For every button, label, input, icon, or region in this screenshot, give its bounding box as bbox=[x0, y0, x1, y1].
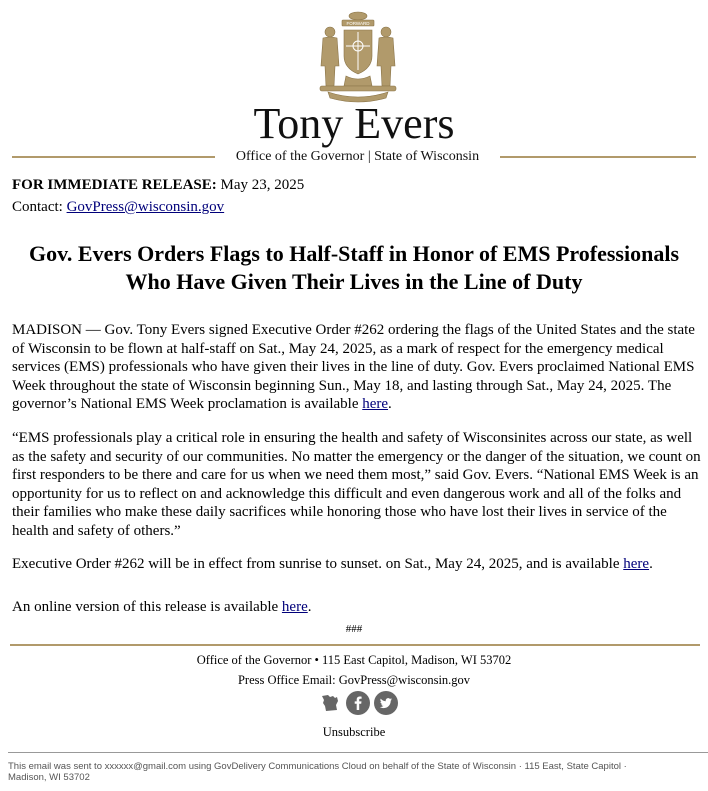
paragraph-3-period: . bbox=[649, 556, 653, 572]
headline: Gov. Evers Orders Flags to Half-Staff in Honor of EMS Professionals Who Have Given Their Lives in the Line of Duty bbox=[29, 241, 679, 294]
paragraph-3-text: Executive Order #262 will be in effect from sunrise to sunset. on Sat., May 24, 2025, and is available bbox=[12, 556, 624, 572]
release-line bbox=[12, 175, 304, 195]
contact-line bbox=[12, 197, 224, 217]
paragraph-3 bbox=[12, 555, 702, 574]
delivery-disclaimer: This email was sent to xxxxxx@gmail.com using GovDelivery Communications Cloud on behalf of the State of Wisconsin · 115 East, State Capitol · Madison, WI 53702 bbox=[8, 761, 627, 783]
paragraph-1 bbox=[12, 321, 702, 414]
paragraph-1-text: MADISON — Gov. Tony Evers signed Executive Order #262 ordering the flags of the United States and the state of Wisconsin to be flown at half-staff on Sat., May 24, 2025, as a mark of respect for the emergency medical services (EMS) professionals who have given their lives in the line of duty. Gov. Evers proclaimed National EMS Week throughout the state of Wisconsin beginning Sun., May 18, and lasting through Sat., May 24, 2025. The governor’s National EMS Week proclamation is available bbox=[12, 322, 695, 412]
executive-order-link[interactable]: here bbox=[623, 556, 650, 572]
unsubscribe-link[interactable]: Unsubscribe bbox=[322, 725, 386, 739]
paragraph-4-text: An online version of this release is available bbox=[12, 599, 282, 615]
release-date: May 23, 2025 bbox=[220, 177, 305, 193]
footer-press-email: Press Office Email: GovPress@wisconsin.gov bbox=[237, 673, 471, 687]
governor-name: Tony Evers bbox=[253, 99, 455, 148]
divider-left bbox=[12, 156, 215, 158]
wisconsin-seal-icon bbox=[308, 8, 408, 106]
wisconsin-map-icon[interactable] bbox=[318, 691, 342, 715]
footer-divider bbox=[10, 644, 700, 646]
social-icons bbox=[318, 691, 398, 717]
paragraph-2-quote: “EMS professionals play a critical role in ensuring the health and safety of Wisconsinites across our state, as well as the safety and security of our communities. No matter the emergency or the danger of the situation, we count on first responders to be there and care for us when we need them most,” said Gov. Evers. “National EMS Week is an opportunity for us to reflect on and acknowledge this difficult and even dangerous work and all of the folks and their families who make these daily sacrifices while honoring those who have lost their lives in service of the health and safety of others.” bbox=[12, 430, 701, 539]
release-label: FOR IMMEDIATE RELEASE: bbox=[12, 177, 217, 193]
seal-motto: FORWARD bbox=[346, 21, 370, 26]
paragraph-1-period: . bbox=[388, 396, 392, 412]
paragraph-4-period: . bbox=[307, 599, 312, 615]
proclamation-link[interactable]: here bbox=[362, 396, 389, 412]
footer-address: Office of the Governor • 115 East Capitol, Madison, WI 53702 bbox=[196, 653, 512, 667]
subtitle-row bbox=[0, 147, 708, 167]
office-subtitle: Office of the Governor | State of Wisconsin bbox=[235, 149, 480, 164]
facebook-icon[interactable] bbox=[346, 691, 370, 715]
twitter-icon[interactable] bbox=[374, 691, 398, 715]
contact-label: Contact: bbox=[12, 199, 63, 215]
divider-right bbox=[500, 156, 696, 158]
online-version-link[interactable]: here bbox=[281, 599, 308, 615]
end-mark: ### bbox=[345, 623, 363, 635]
bottom-divider bbox=[8, 752, 708, 753]
contact-email-link[interactable]: GovPress@wisconsin.gov bbox=[66, 199, 225, 215]
paragraph-4 bbox=[12, 598, 702, 617]
